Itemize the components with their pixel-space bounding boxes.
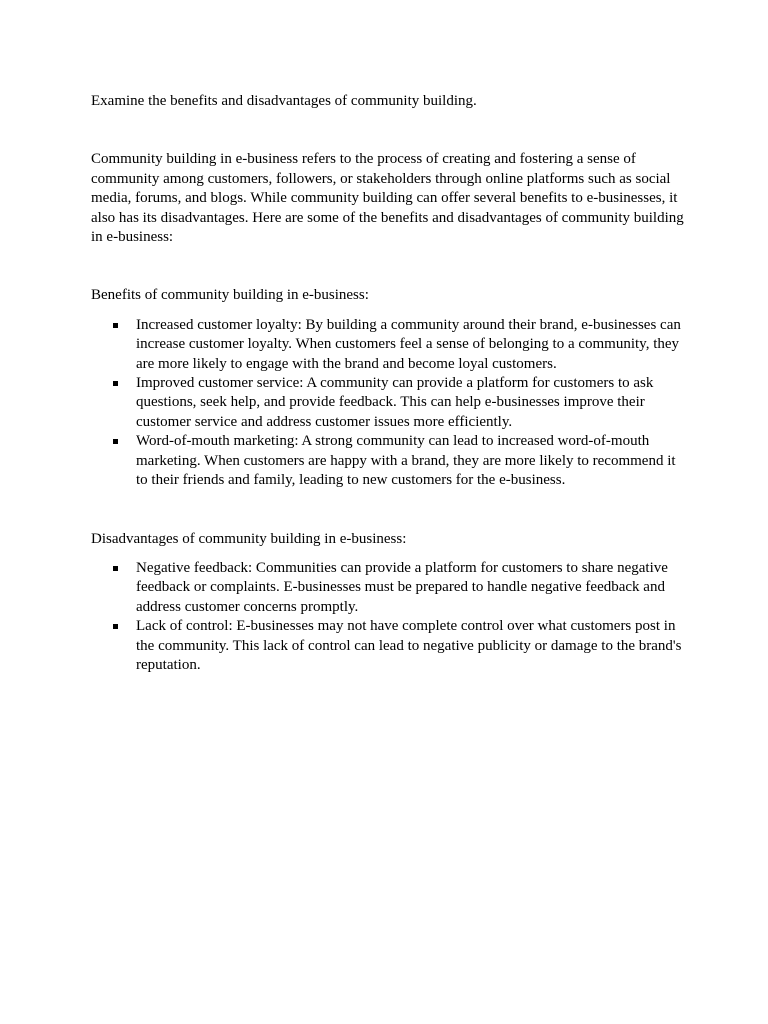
- intro-paragraph: Community building in e-business refers to the process of creating and fostering a sense of community among customers, followers, or stakeholders through online platforms such as social media, forums, and blogs. While community building can offer several benefits to e-businesses, it also has its disadvantages. Here are some of the benefits and disadvantages of community building in e-business:: [91, 151, 684, 246]
- list-item: [91, 559, 686, 617]
- list-item: [91, 432, 686, 490]
- list-item: [91, 374, 686, 432]
- list-item-text: Improved customer service: A community can provide a platform for customers to ask questions, seek help, and provide feedback. This can help e-businesses improve their customer service and address customer issues more efficiently.: [136, 375, 654, 430]
- list-item: [91, 617, 686, 675]
- list-item: [91, 316, 686, 374]
- document-page: [91, 92, 686, 675]
- square-bullet-icon: [113, 624, 118, 629]
- disadvantages-heading: Disadvantages of community building in e-business:: [91, 530, 407, 547]
- list-item-text: Word-of-mouth marketing: A strong community can lead to increased word-of-mouth marketing. When customers are happy with a brand, they are more likely to recommend it to their friends and family, leading to new customers for the e-business.: [136, 433, 676, 489]
- benefits-list: [91, 316, 686, 491]
- list-item-text: Lack of control: E-businesses may not have complete control over what customers post in the community. This lack of control can lead to negative publicity or damage to the brand's reputation.: [136, 618, 682, 673]
- list-item-text: Increased customer loyalty: By building a community around their brand, e-businesses can increase customer loyalty. When customers feel a sense of belonging to a community, they are more likely to engage with the brand and become loyal customers.: [136, 316, 681, 372]
- square-bullet-icon: [113, 566, 118, 571]
- square-bullet-icon: [113, 439, 118, 444]
- disadvantages-list: [91, 559, 686, 675]
- question-text: Examine the benefits and disadvantages of community building.: [91, 93, 477, 109]
- benefits-heading: Benefits of community building in e-business:: [91, 287, 369, 304]
- square-bullet-icon: [113, 381, 118, 386]
- square-bullet-icon: [113, 323, 118, 328]
- list-item-text: Negative feedback: Communities can provide a platform for customers to share negative feedback or complaints. E-businesses must be prepared to handle negative feedback and address customer concerns promptly.: [136, 559, 668, 615]
